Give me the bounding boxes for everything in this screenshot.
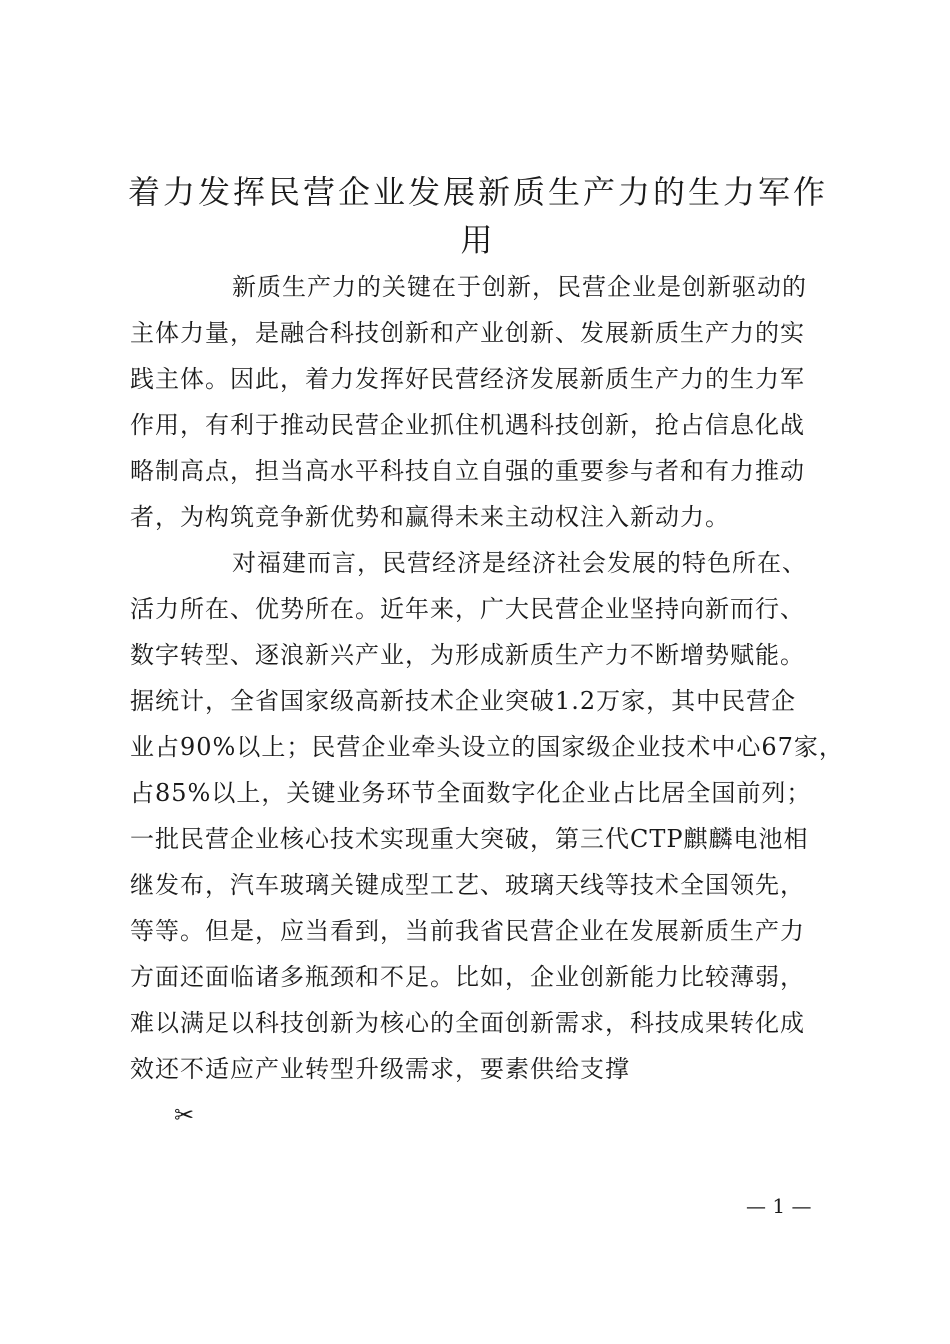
paragraph-2-line-12: 效还不适应产业转型升级需求，要素供给支撑	[130, 1055, 630, 1083]
paragraph-2-line-11: 难以满足以科技创新为核心的全面创新需求，科技成果转化成	[130, 1009, 805, 1037]
paragraph-2-line-6: 占85%以上，关键业务环节全面数字化企业占比居全国前列；	[130, 779, 812, 807]
paragraph-2-line-3: 数字转型、逐浪新兴产业，为形成新质生产力不断增势赋能。	[130, 641, 805, 669]
paragraph-2-line-2: 活力所在、优势所在。近年来，广大民营企业坚持向新而行、	[130, 595, 805, 623]
paragraph-2-line-4: 据统计，全省国家级高新技术企业突破1.2万家，其中民营企	[130, 687, 797, 715]
paragraph-2-line-7: 一批民营企业核心技术实现重大突破，第三代CTP麒麟电池相	[130, 825, 809, 853]
paragraph-1-line-4: 作用，有利于推动民营企业抓住机遇科技创新，抢占信息化战	[130, 411, 805, 439]
document-title: 着力发挥民营企业发展新质生产力的生力军作用	[127, 173, 828, 259]
paragraph-1-line-5: 略制高点，担当高水平科技自立自强的重要参与者和有力推动	[130, 457, 805, 485]
paragraph-2-line-8: 继发布，汽车玻璃关键成型工艺、玻璃天线等技术全国领先，	[130, 871, 805, 899]
page-number: — 1 —	[746, 1194, 812, 1218]
paragraph-1-line-1: 新质生产力的关键在于创新，民营企业是创新驱动的	[232, 273, 807, 301]
scissors-icon: ✂	[174, 1101, 195, 1129]
paragraph-1-line-3: 践主体。因此，着力发挥好民营经济发展新质生产力的生力军	[130, 365, 805, 393]
paragraph-1-line-2: 主体力量，是融合科技创新和产业创新、发展新质生产力的实	[130, 319, 805, 347]
paragraph-1-line-6: 者，为构筑竞争新优势和赢得未来主动权注入新动力。	[130, 503, 730, 531]
paragraph-2-line-5: 业占90%以上；民营企业牵头设立的国家级企业技术中心67家，	[130, 733, 844, 761]
paragraph-2-line-9: 等等。但是，应当看到，当前我省民营企业在发展新质生产力	[130, 917, 805, 945]
paragraph-2-line-1: 对福建而言，民营经济是经济社会发展的特色所在、	[232, 549, 807, 577]
paragraph-2-line-10: 方面还面临诸多瓶颈和不足。比如，企业创新能力比较薄弱，	[130, 963, 805, 991]
